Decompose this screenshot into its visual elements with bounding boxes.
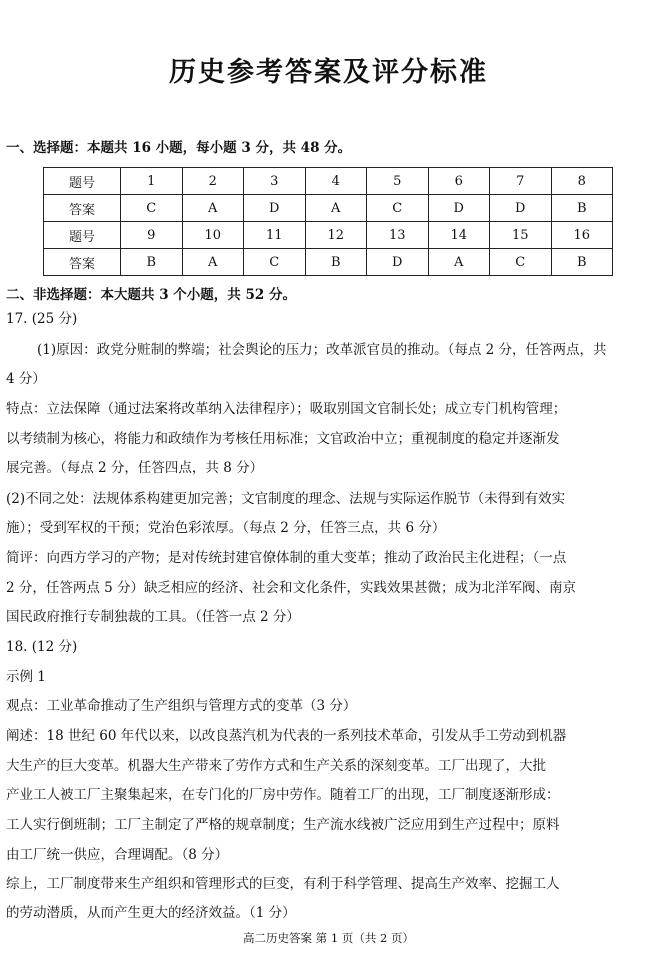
answer-table-cell: 3 [244, 168, 306, 195]
q17-line-3: 特点：立法保障（通过法案将改革纳入法律程序）；吸取别国文官制长处；成立专门机构管理； [6, 401, 567, 417]
q18-line-4: 大生产的巨大变革。机器大生产带来了劳作方式和生产关系的深刻变革。工厂出现了，大批 [6, 758, 546, 774]
answer-table-cell: D [428, 195, 490, 222]
section1-heading: 一、选择题：本题共 16 小题，每小题 3 分，共 48 分。 [6, 140, 352, 156]
q17-line-5: 展完善。（每点 2 分，任答四点，共 8 分） [6, 460, 264, 476]
answer-table [43, 167, 613, 276]
q17-line-10: 国民政府推行专制独裁的工具。（任答一点 2 分） [6, 609, 300, 625]
q17-line-7: 施）；受到军权的干预；党治色彩浓厚。（每点 2 分，任答三点，共 6 分） [6, 520, 446, 536]
answer-table-cell: C [367, 195, 429, 222]
q18-line-2: 观点：工业革命推动了生产组织与管理方式的变革（3 分） [6, 698, 357, 714]
answer-table-cell: 2 [182, 168, 244, 195]
answer-table-cell: B [305, 249, 367, 276]
q17-line-8: 简评：向西方学习的产物；是对传统封建官僚体制的重大变革；推动了政治民主化进程；（一点 [6, 550, 567, 566]
answer-table-cell: D [490, 195, 552, 222]
q17-line-1: (1)原因：政党分赃制的弊端；社会舆论的压力；改革派官员的推动。（每点 2 分，任答两点，共 [37, 342, 607, 358]
answer-table-cell: D [244, 195, 306, 222]
answer-table-row [44, 222, 613, 249]
q18-line-5: 产业工人被工厂主聚集起来，在专门化的厂房中劳作。随着工厂的出现，工厂制度逐渐形成： [6, 787, 560, 803]
answer-table-cell: 8 [551, 168, 613, 195]
answer-table-row [44, 168, 613, 195]
answer-table-cell: A [305, 195, 367, 222]
section2-heading: 二、非选择题：本大题共 3 个小题，共 52 分。 [6, 287, 296, 303]
answer-table-cell: 12 [305, 222, 367, 249]
answer-table-cell: A [428, 249, 490, 276]
answer-table-cell: B [121, 249, 183, 276]
answer-table-row [44, 195, 613, 222]
answer-table-cell: C [490, 249, 552, 276]
q18-line-8: 综上，工厂制度带来生产组织和管理形式的巨变，有利于科学管理、提高生产效率、挖掘工人 [6, 876, 560, 892]
answer-table-row-header: 答案 [44, 195, 121, 222]
answer-table-cell: D [367, 249, 429, 276]
answer-table-cell: 15 [490, 222, 552, 249]
q17-line-2: 4 分） [6, 371, 46, 387]
answer-table-cell: 13 [367, 222, 429, 249]
answer-table-cell: A [182, 195, 244, 222]
answer-table-cell: C [121, 195, 183, 222]
answer-table-cell: 9 [121, 222, 183, 249]
q18-label: 18. (12 分) [6, 639, 78, 655]
q17-line-9: 2 分，任答两点 5 分）缺乏相应的经济、社会和文化条件，实践效果甚微；成为北洋军阀、南京 [6, 580, 577, 596]
page-footer: 高二历史答案 第 1 页（共 2 页） [243, 931, 414, 945]
answer-table-cell: A [182, 249, 244, 276]
answer-table-row-header: 题号 [44, 168, 121, 195]
q17-line-6: (2)不同之处：法规体系构建更加完善；文官制度的理念、法规与实际运作脱节（未得到有效实 [6, 491, 566, 507]
answer-table-row [44, 249, 613, 276]
answer-table-cell: 11 [244, 222, 306, 249]
answer-table-cell: 10 [182, 222, 244, 249]
q18-line-6: 工人实行倒班制；工厂主制定了严格的规章制度；生产流水线被广泛应用到生产过程中；原料 [6, 817, 560, 833]
page-title: 历史参考答案及评分标准 [169, 57, 488, 88]
q18-line-9: 的劳动潜质，从而产生更大的经济效益。（1 分） [6, 905, 296, 921]
answer-table-cell: C [244, 249, 306, 276]
answer-table-row-header: 答案 [44, 249, 121, 276]
answer-table-cell: 1 [121, 168, 183, 195]
answer-table-cell: B [551, 195, 613, 222]
answer-table-cell: B [551, 249, 613, 276]
q17-label: 17. (25 分) [6, 311, 78, 327]
answer-table-cell: 5 [367, 168, 429, 195]
answer-table-cell: 7 [490, 168, 552, 195]
q18-line-1: 示例 1 [6, 669, 46, 685]
q18-line-3: 阐述：18 世纪 60 年代以来，以改良蒸汽机为代表的一系列技术革命，引发从手工劳动到机器 [6, 728, 567, 744]
answer-table-row-header: 题号 [44, 222, 121, 249]
q18-line-7: 由工厂统一供应，合理调配。（8 分） [6, 847, 229, 863]
answer-table-cell: 4 [305, 168, 367, 195]
q17-line-4: 以考绩制为核心，将能力和政绩作为考核任用标准；文官政治中立；重视制度的稳定并逐渐发 [6, 431, 560, 447]
answer-table-cell: 16 [551, 222, 613, 249]
answer-table-cell: 6 [428, 168, 490, 195]
answer-table-cell: 14 [428, 222, 490, 249]
